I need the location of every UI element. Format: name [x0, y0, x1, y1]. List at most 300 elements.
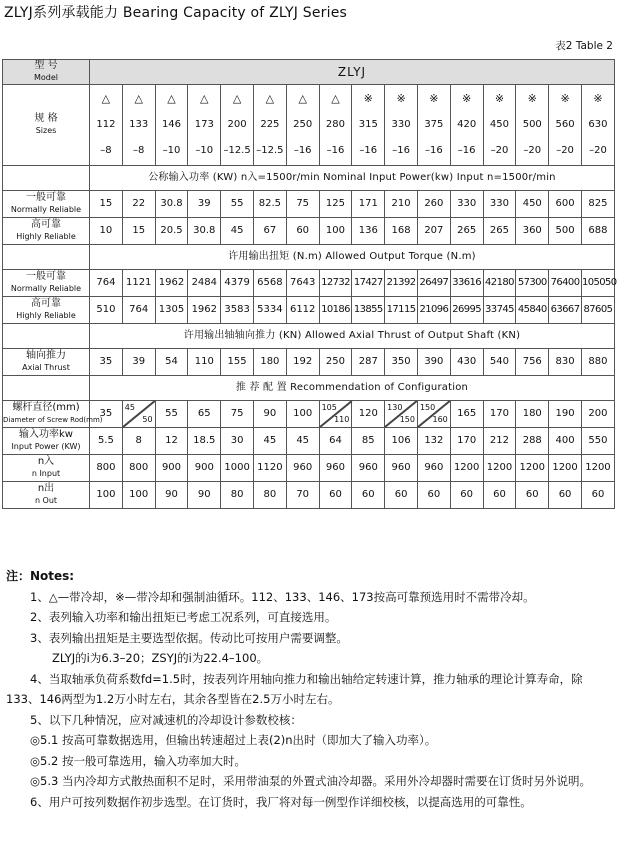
size-cell [90, 85, 123, 166]
size-cell [352, 85, 385, 166]
table-cell: 2484 [188, 270, 221, 297]
table-cell: 5334 [253, 297, 286, 324]
size-stack [188, 93, 220, 157]
row-label [3, 191, 90, 218]
table-cell: 1200 [549, 455, 582, 482]
notes-heading: 注：Notes: [6, 569, 75, 583]
table-cell: 688 [581, 218, 614, 245]
table-cell: 22 [122, 191, 155, 218]
cooling-symbol: ※ [494, 92, 505, 105]
size-cell [483, 85, 516, 166]
table-cell: 800 [90, 455, 123, 482]
table-cell: 180 [516, 401, 549, 428]
table-cell: 800 [122, 455, 155, 482]
table-cell: 60 [483, 482, 516, 509]
table-cell [385, 401, 418, 428]
table-cell: 26995 [450, 297, 483, 324]
table-cell: 60 [581, 482, 614, 509]
screw-diameter-row [3, 401, 615, 428]
table-cell: 192 [286, 349, 319, 376]
table-cell: 880 [581, 349, 614, 376]
table-cell: 90 [188, 482, 221, 509]
table-cell: 960 [286, 455, 319, 482]
table-cell: 330 [450, 191, 483, 218]
table-cell: 120 [352, 401, 385, 428]
ratio-value: –20 [589, 145, 607, 156]
row-label-zh: 型 号 [34, 60, 58, 71]
table-cell: 180 [253, 349, 286, 376]
size-stack [90, 93, 122, 157]
table-cell: 21096 [417, 297, 450, 324]
table-cell: 60 [286, 218, 319, 245]
table-cell: 13855 [352, 297, 385, 324]
axial-thrust-row [3, 349, 615, 376]
table-cell: 825 [581, 191, 614, 218]
size-stack [418, 93, 450, 157]
row-label-en: Sizes [35, 126, 57, 135]
table-cell: 155 [221, 349, 254, 376]
model-row [3, 60, 615, 85]
size-stack [549, 93, 581, 157]
n-input-row [3, 455, 615, 482]
table-cell: 17427 [352, 270, 385, 297]
row-label-en: Model [33, 73, 59, 82]
table-cell: 45 [253, 428, 286, 455]
split-upper: 105 [321, 403, 337, 412]
note-5: 5、以下几种情况，应对减速机的冷却设计参数校核： [30, 712, 302, 727]
axial-thrust-section-spacer [3, 324, 90, 349]
split-upper: 45 [124, 403, 135, 412]
size-value: 420 [457, 119, 477, 130]
row-label-zh: 高可靠 [31, 219, 61, 230]
table-cell: 30 [221, 428, 254, 455]
table-cell: 500 [549, 218, 582, 245]
table-cell: 1121 [122, 270, 155, 297]
table-cell: 55 [221, 191, 254, 218]
table-cell [417, 401, 450, 428]
row-label-zh: n出 [37, 483, 55, 494]
row-label-en: Highly Reliable [16, 232, 76, 241]
row-label [3, 401, 103, 428]
table-cell: 63667 [549, 297, 582, 324]
table-cell: 1305 [155, 297, 188, 324]
cooling-symbol: △ [265, 92, 275, 105]
table-cell: 100 [90, 482, 123, 509]
table-cell: 1000 [221, 455, 254, 482]
ratio-value: –16 [293, 145, 312, 156]
table-cell: 1962 [155, 270, 188, 297]
table-cell: 756 [516, 349, 549, 376]
page-title: ZLYJ系列承载能力 Bearing Capacity of ZLYJ Series [4, 5, 348, 21]
size-cell [155, 85, 188, 166]
row-label [3, 455, 90, 482]
table-cell: 830 [549, 349, 582, 376]
size-cell [286, 85, 319, 166]
ratio-value: –16 [425, 145, 443, 156]
table-cell: 45 [286, 428, 319, 455]
size-cell [122, 85, 155, 166]
size-stack [451, 93, 483, 157]
size-cell [450, 85, 483, 166]
axial-thrust-section-row [3, 324, 615, 349]
table-cell: 85 [352, 428, 385, 455]
split-cell [418, 401, 450, 427]
table-cell: 42180 [483, 270, 516, 297]
table-cell: 76400 [549, 270, 582, 297]
table-cell: 7643 [286, 270, 319, 297]
row-label [3, 218, 90, 245]
table-cell: 207 [417, 218, 450, 245]
table-cell: 80 [221, 482, 254, 509]
table-cell: 1200 [483, 455, 516, 482]
cooling-symbol: ※ [429, 92, 439, 105]
ratio-value: –20 [556, 145, 574, 156]
row-label [3, 60, 90, 85]
size-stack [352, 93, 384, 157]
output-torque-normal-row [3, 270, 615, 297]
row-label-en: Axial Thrust [22, 363, 70, 372]
row-label-zh: 高可靠 [31, 298, 61, 309]
table-cell: 132 [417, 428, 450, 455]
size-value: 450 [489, 119, 509, 130]
table-cell: 20.5 [155, 218, 188, 245]
table-cell: 125 [319, 191, 352, 218]
size-stack [123, 93, 155, 157]
split-cell [320, 401, 352, 427]
table-cell: 1962 [188, 297, 221, 324]
table-cell [319, 401, 352, 428]
ratio-value: –8 [133, 145, 145, 156]
note-4: 4、当取轴承负荷系数fd=1.5时，按表列许用轴向推力和输出轴给定转速计算，推力轴承的理论计算寿命，除133、146两型为1.2万小时左右，其余各型皆在2.5万小时左右。 [6, 671, 583, 706]
cooling-symbol: ※ [593, 92, 603, 105]
table-cell: 250 [319, 349, 352, 376]
cooling-symbol: ※ [527, 92, 537, 105]
size-value: 560 [555, 119, 575, 130]
size-cell [221, 85, 254, 166]
input-power-section: 公称输入功率 (KW) n入=1500r/min Nominal Input Power(kw) Input n=1500r/min [90, 166, 615, 191]
size-value: 173 [194, 119, 214, 130]
row-label-zh: 输入功率kw [19, 429, 73, 440]
table-cell: 90 [253, 401, 286, 428]
config-section: 推 荐 配 置 Recommendation of Configuration [90, 376, 615, 401]
size-stack [484, 93, 516, 157]
table-cell: 87605 [581, 297, 614, 324]
table-cell: 960 [352, 455, 385, 482]
n-output-row [3, 482, 615, 509]
table-cell: 5.5 [90, 428, 123, 455]
cooling-symbol: △ [331, 92, 340, 105]
table-cell: 960 [385, 455, 418, 482]
table-cell: 210 [385, 191, 418, 218]
note-3: 3、表列输出扭矩是主要选型依据。传动比可按用户需要调整。 [30, 630, 348, 645]
table-cell: 15 [90, 191, 123, 218]
size-cell [319, 85, 352, 166]
table-cell: 105050 [581, 270, 614, 297]
table-cell: 30.8 [155, 191, 188, 218]
axial-thrust-section: 许用输出轴轴向推力 (KN) Allowed Axial Thrust of Output Shaft (KN) [90, 324, 615, 349]
table-cell: 165 [450, 401, 483, 428]
table-cell: 450 [516, 191, 549, 218]
cooling-symbol: △ [200, 92, 209, 105]
size-stack [320, 93, 352, 157]
table-cell: 3583 [221, 297, 254, 324]
size-cell [188, 85, 221, 166]
size-stack [156, 93, 188, 157]
row-label-zh: 轴向推力 [26, 350, 66, 361]
table-cell: 100 [122, 482, 155, 509]
note-5-2: ◎5.2 按一般可靠选用，输入功率加大时。 [30, 753, 246, 768]
table-cell: 960 [319, 455, 352, 482]
table-cell: 70 [286, 482, 319, 509]
row-label-zh: 螺杆直径(mm) [12, 402, 80, 413]
table-cell: 400 [549, 428, 582, 455]
table-cell: 900 [188, 455, 221, 482]
table-cell: 390 [417, 349, 450, 376]
table-cell: 287 [352, 349, 385, 376]
table-cell: 212 [483, 428, 516, 455]
note-6: 6、用户可按列数据作初步选型。在订货时，我厂将对每一例型作详细校核，以提高选用的可靠性。 [30, 794, 532, 809]
split-cell [385, 401, 417, 427]
cooling-symbol: △ [101, 92, 111, 105]
split-lower: 110 [334, 415, 350, 424]
config-section-row [3, 376, 615, 401]
table-cell: 18.5 [188, 428, 221, 455]
table-cell: 510 [90, 297, 123, 324]
table-cell: 350 [385, 349, 418, 376]
split-upper: 150 [419, 403, 436, 412]
row-label-en: Normally Reliable [10, 205, 82, 214]
ratio-value: –16 [326, 145, 345, 156]
size-value: 375 [424, 119, 444, 130]
table-cell: 764 [122, 297, 155, 324]
row-label [3, 270, 90, 297]
table-cell: 6112 [286, 297, 319, 324]
row-label-zh: 一般可靠 [26, 192, 66, 203]
table-cell: 75 [286, 191, 319, 218]
size-cell [417, 85, 450, 166]
row-label-en: n Out [34, 496, 58, 505]
table-cell: 136 [352, 218, 385, 245]
table-cell: 1200 [581, 455, 614, 482]
table-cell: 1200 [450, 455, 483, 482]
table-cell: 600 [549, 191, 582, 218]
ratio-value: –8 [100, 145, 112, 156]
table-cell: 100 [286, 401, 319, 428]
table-cell: 45840 [516, 297, 549, 324]
cooling-symbol: ※ [560, 92, 570, 105]
split-lower: 50 [142, 415, 153, 424]
size-value: 112 [96, 119, 116, 130]
size-value: 225 [260, 119, 280, 130]
ratio-value: –16 [392, 145, 410, 156]
table-cell: 360 [516, 218, 549, 245]
row-label-en: Input Power (KW) [11, 442, 81, 451]
table-cell: 80 [253, 482, 286, 509]
table-cell: 100 [319, 218, 352, 245]
ratio-value: –12.5 [256, 145, 284, 156]
ratio-value: –10 [195, 145, 214, 156]
ratio-value: –20 [490, 145, 509, 156]
size-stack [287, 93, 319, 157]
table-cell [122, 401, 155, 428]
size-cell [549, 85, 582, 166]
note-3-ratio: ZLYJ的i为6.3–20；ZSYJ的i为22.4–100。 [52, 651, 269, 665]
split-upper: 130 [387, 403, 403, 412]
row-label [3, 428, 90, 455]
cooling-symbol: △ [167, 92, 176, 105]
sizes-row [3, 85, 615, 166]
cooling-symbol: △ [232, 92, 242, 105]
table-cell: 550 [581, 428, 614, 455]
table-cell: 6568 [253, 270, 286, 297]
table-cell: 39 [122, 349, 155, 376]
table-cell: 26497 [417, 270, 450, 297]
table-cell: 60 [450, 482, 483, 509]
table-cell: 430 [450, 349, 483, 376]
size-value: 280 [325, 119, 346, 130]
note-5-1: ◎5.1 按高可靠数据选用，但输出转速超过上表(2)n出时（即加大了输入功率）。 [30, 733, 437, 747]
ratio-value: –10 [162, 145, 181, 156]
size-cell [385, 85, 418, 166]
size-cell [253, 85, 286, 166]
ratio-value: –16 [457, 145, 476, 156]
row-label [3, 297, 90, 324]
table-cell: 65 [188, 401, 221, 428]
table-cell: 55 [155, 401, 188, 428]
table-cell: 764 [90, 270, 123, 297]
output-torque-section-row [3, 245, 615, 270]
model-value: ZLYJ [90, 60, 615, 85]
table-cell: 168 [385, 218, 418, 245]
notes-section [6, 566, 614, 812]
table-cell: 10186 [319, 297, 352, 324]
size-value: 146 [161, 119, 182, 130]
table-cell: 60 [549, 482, 582, 509]
table-cell: 60 [385, 482, 418, 509]
size-stack [221, 93, 253, 157]
table-cell: 190 [549, 401, 582, 428]
row-label-en: Highly Reliable [16, 311, 76, 320]
table-cell: 1120 [253, 455, 286, 482]
row-label [3, 85, 90, 166]
row-label-zh: 一般可靠 [26, 271, 66, 282]
ratio-value: –20 [523, 145, 542, 156]
table-cell: 57300 [516, 270, 549, 297]
table-cell: 45 [221, 218, 254, 245]
table-cell: 170 [450, 428, 483, 455]
config-section-spacer [3, 376, 90, 401]
table-cell: 106 [385, 428, 418, 455]
size-stack [516, 93, 548, 157]
row-label-en: n Input [31, 469, 61, 478]
size-stack [582, 93, 614, 157]
table-cell: 60 [319, 482, 352, 509]
table-cell: 288 [516, 428, 549, 455]
table-cell: 15 [122, 218, 155, 245]
table-cell: 82.5 [253, 191, 286, 218]
table-cell: 265 [450, 218, 483, 245]
table-cell: 110 [188, 349, 221, 376]
output-torque-high-row [3, 297, 615, 324]
table-cell: 10 [90, 218, 123, 245]
table-cell: 54 [155, 349, 188, 376]
table-cell: 33616 [450, 270, 483, 297]
table-cell: 170 [483, 401, 516, 428]
table-cell: 35 [90, 349, 123, 376]
table-cell: 60 [417, 482, 450, 509]
size-value: 200 [227, 119, 247, 130]
table-cell: 64 [319, 428, 352, 455]
size-cell [581, 85, 614, 166]
table-cell: 265 [483, 218, 516, 245]
table-cell: 33745 [483, 297, 516, 324]
output-torque-section-spacer [3, 245, 90, 270]
ratio-value: –16 [359, 145, 378, 156]
cooling-symbol: △ [134, 92, 143, 105]
output-torque-section: 许用输出扭矩 (N.m) Allowed Output Torque (N.m) [90, 245, 615, 270]
note-5-3: ◎5.3 当内冷却方式散热面积不足时，采用带油泵的外置式油冷却器。采用外冷却器时需要在订货时另外说明。 [30, 774, 591, 788]
size-value: 250 [293, 119, 313, 130]
table-cell: 960 [417, 455, 450, 482]
table-cell: 330 [483, 191, 516, 218]
cooling-symbol: △ [298, 92, 307, 105]
table-cell: 60 [352, 482, 385, 509]
table-cell: 260 [417, 191, 450, 218]
table-cell: 30.8 [188, 218, 221, 245]
cooling-symbol: ※ [363, 92, 373, 105]
ratio-value: –12.5 [223, 145, 251, 156]
table-cell: 12732 [319, 270, 352, 297]
row-label-zh: 规 格 [34, 113, 58, 124]
size-value: 500 [522, 119, 542, 130]
input-power-config-row [3, 428, 615, 455]
cooling-symbol: ※ [396, 92, 406, 105]
row-label-en: Normally Reliable [10, 284, 82, 293]
size-value: 330 [391, 119, 411, 130]
table-cell: 35 [90, 401, 123, 428]
input-power-section-spacer [3, 166, 90, 191]
note-1: 1、△—带冷却，※—带冷却和强制油循环。112、133、146、173按高可靠预选用时不需带冷却。 [30, 589, 535, 604]
table-cell: 4379 [221, 270, 254, 297]
input-power-section-row [3, 166, 615, 191]
row-label [3, 349, 90, 376]
size-cell [516, 85, 549, 166]
split-cell [123, 401, 155, 427]
split-lower: 160 [432, 415, 448, 424]
row-label-zh: n入 [37, 456, 55, 467]
table-cell: 21392 [385, 270, 418, 297]
size-stack [254, 93, 286, 157]
table-cell: 900 [155, 455, 188, 482]
table-cell: 1200 [516, 455, 549, 482]
size-value: 133 [129, 119, 149, 130]
note-2: 2、表列输入功率和输出扭矩已考虑工况系列，可直接选用。 [30, 610, 337, 624]
split-lower: 150 [399, 415, 415, 424]
row-label-en: Diameter of Screw Rod(mm) [3, 416, 103, 424]
row-label [3, 482, 90, 509]
table-cell: 540 [483, 349, 516, 376]
table-cell: 67 [253, 218, 286, 245]
size-value: 630 [588, 119, 608, 130]
table-cell: 90 [155, 482, 188, 509]
size-stack [385, 93, 417, 157]
bearing-capacity-table [2, 59, 615, 509]
input-power-high-row [3, 218, 615, 245]
table-cell: 8 [122, 428, 155, 455]
table-cell: 17115 [385, 297, 418, 324]
table-number: 表2 Table 2 [555, 40, 613, 52]
table-cell: 75 [221, 401, 254, 428]
